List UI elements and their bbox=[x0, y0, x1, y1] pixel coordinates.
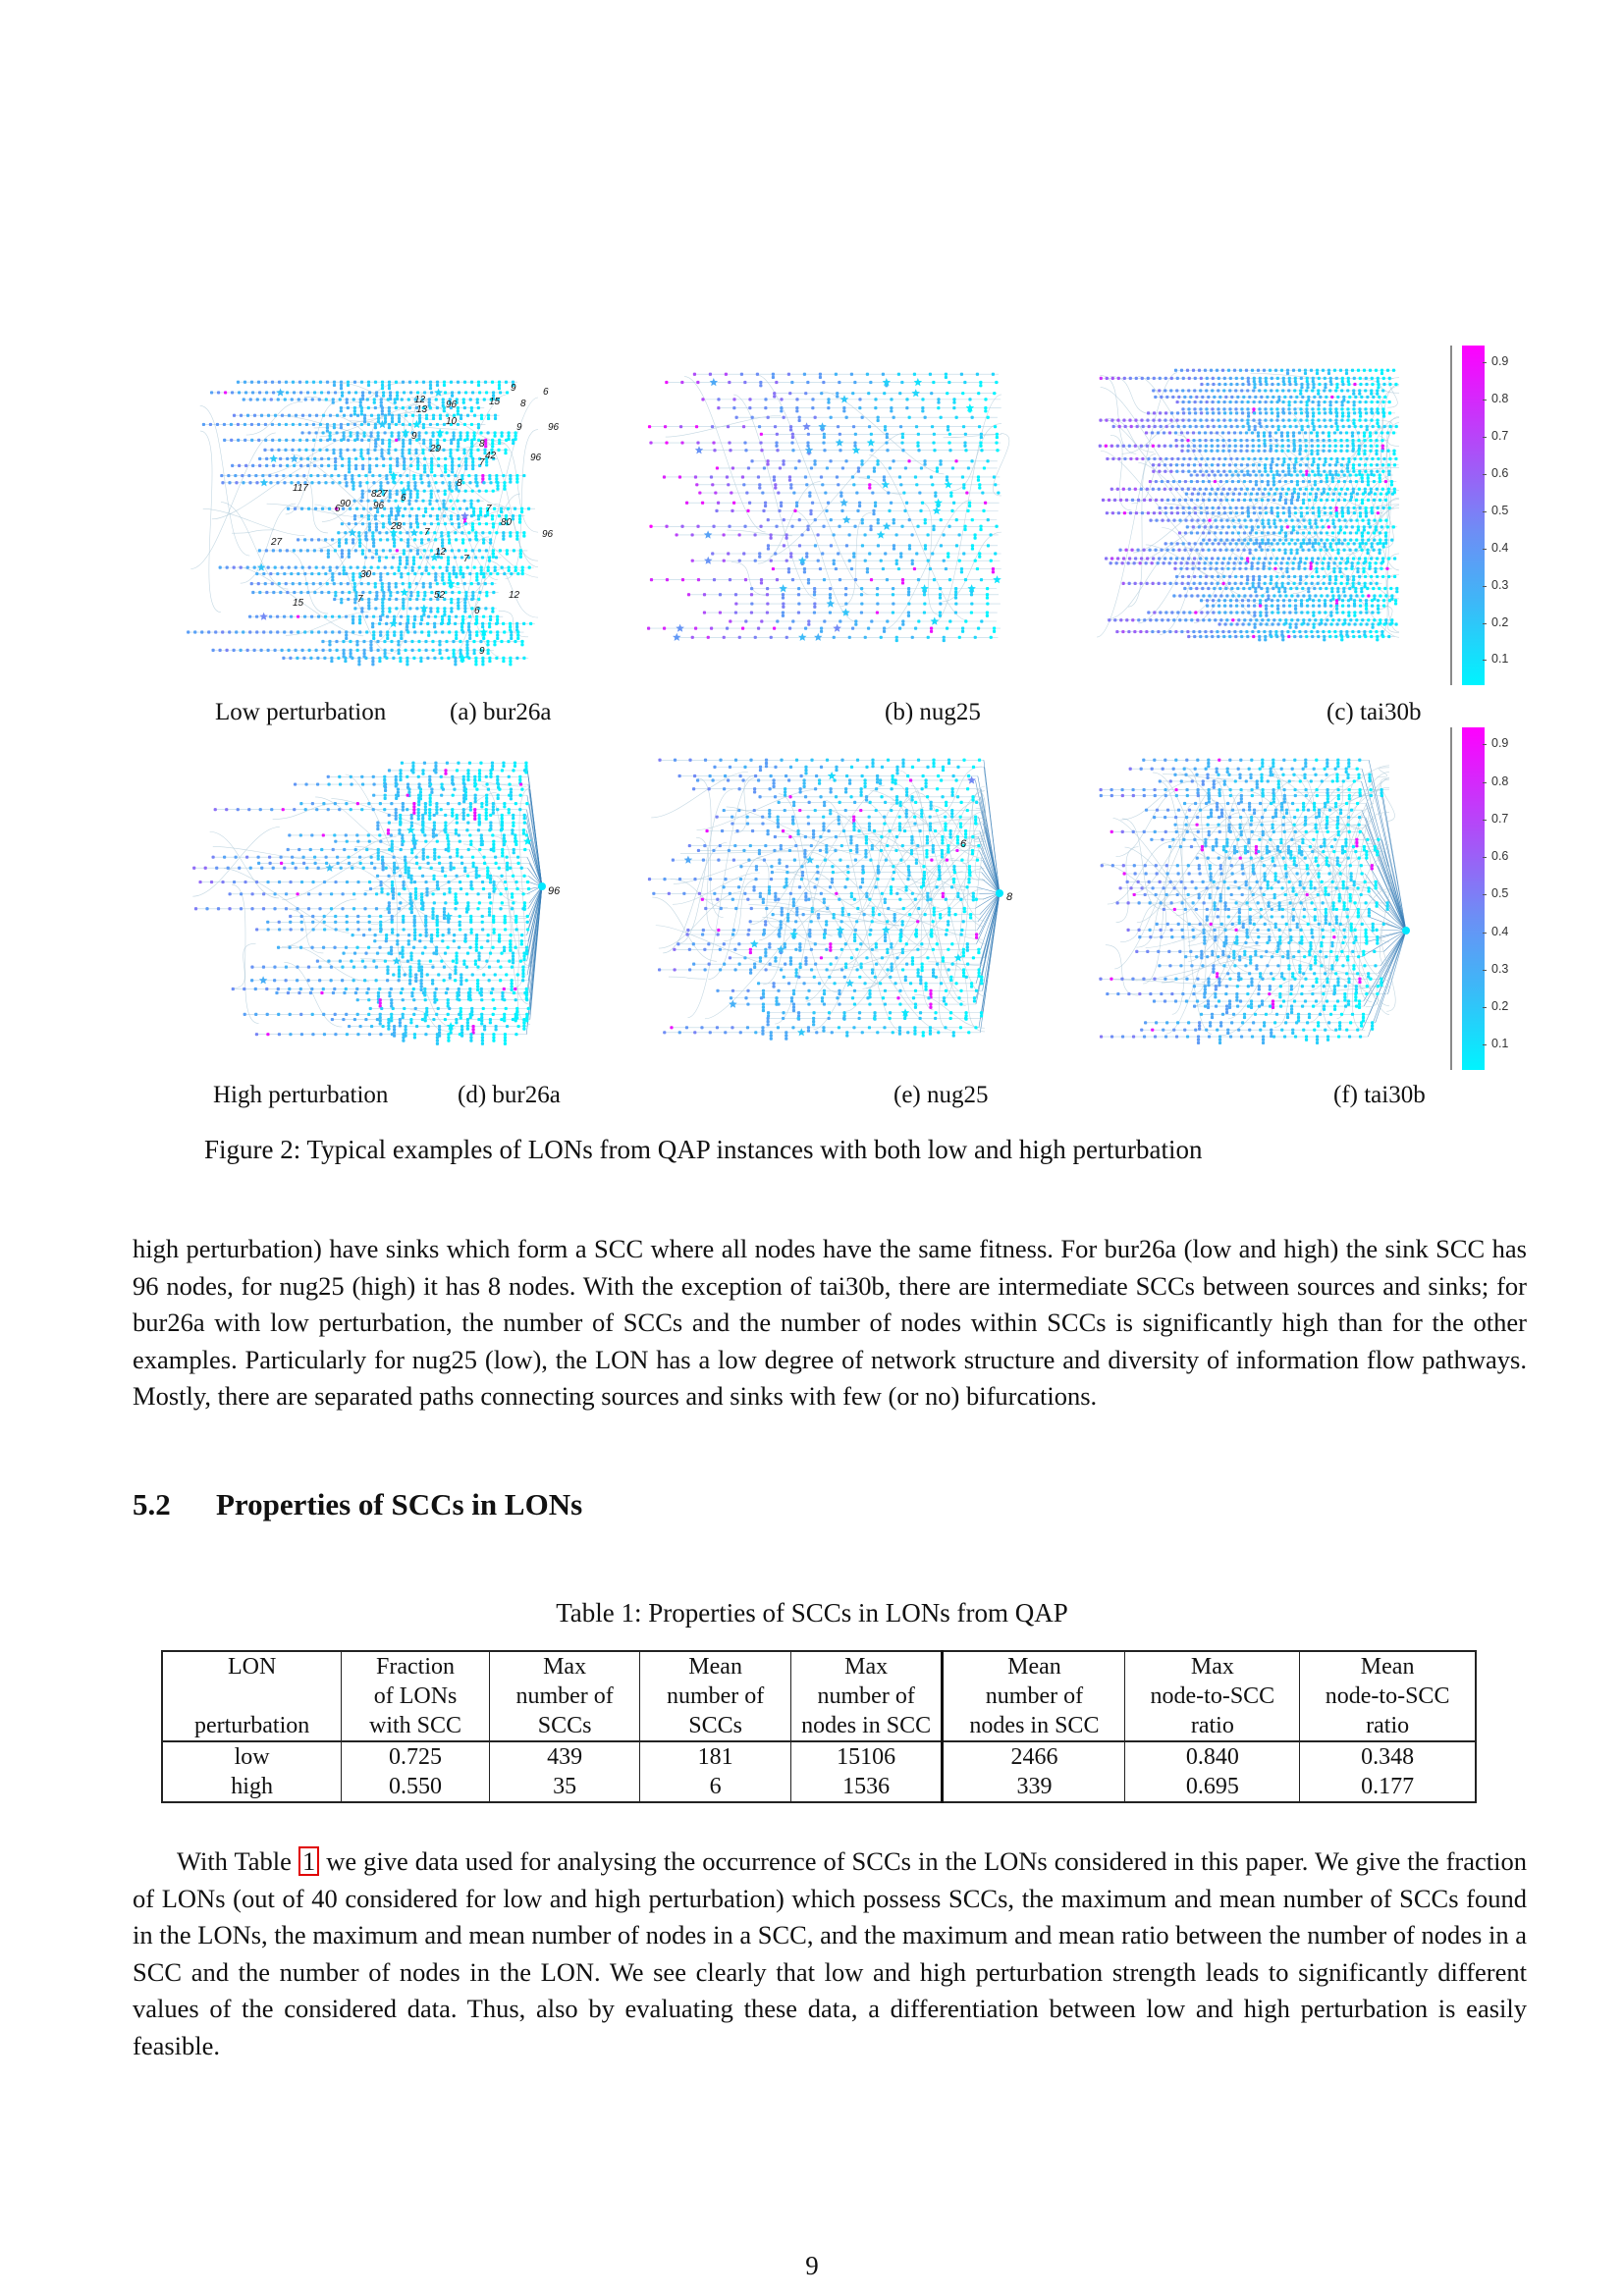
lon-panel-c-tai30b-low bbox=[1075, 344, 1448, 677]
table-cell: 0.348 bbox=[1300, 1741, 1476, 1772]
colorbar-tick-label: 0.1 bbox=[1491, 1037, 1509, 1051]
scc-size-label: 7 bbox=[357, 594, 363, 605]
colorbar-tick-label: 0.4 bbox=[1491, 924, 1509, 938]
nodes bbox=[1099, 369, 1399, 642]
table-row bbox=[162, 1741, 1476, 1772]
colorbar-low bbox=[1450, 346, 1529, 685]
lon-panel-e-nug25-high bbox=[628, 746, 1070, 1070]
colorbar-gradient bbox=[1462, 727, 1485, 1070]
network-graph-e bbox=[628, 746, 1070, 1070]
nodes bbox=[187, 381, 532, 667]
scc-size-label: 96 bbox=[530, 453, 542, 463]
scc-size-label: 6 bbox=[543, 387, 549, 398]
scc-size-label: 8 bbox=[479, 439, 485, 450]
lon-panel-b-nug25-low bbox=[628, 344, 1070, 677]
scc-size-label: 7 bbox=[463, 554, 469, 564]
scc-size-label: 90 bbox=[340, 499, 352, 509]
colorbar-gradient bbox=[1462, 346, 1485, 685]
table-cell: low bbox=[162, 1741, 342, 1772]
paragraph-text: we give data used for analysing the occurrence of SCCs in the LONs considered in this paper. We give the fraction of LONs (out of 40 considered for low and high perturbation) which possess SCCs, the maximum and mean number of SCCs found in the LONs, the maximum and mean number of nodes in a SCC, and the maximum and mean ratio between the number of nodes in a SCC and the number of nodes in the LON. We see clearly that low and high perturbation strength leads to significantly different values of the considered data. Thus, also by evaluating these data, a differentiation between low and high perturbation is easily feasible. bbox=[133, 1846, 1528, 2060]
paragraph-text: high perturbation) have sinks which form a SCC where all nodes have the same fitness. For bur26a (low and high) the sink SCC has 96 nodes, for nug25 (high) it has 8 nodes. With the exception of tai30b, there are intermediate SCCs between sources and sinks; for bur26a with low perturbation, the number of SCCs and the number of nodes within SCCs is significantly high than for the other examples. Particularly for nug25 (low), the LON has a low degree of network structure and diversity of information flow pathways. Mostly, there are separated paths connecting sources and sinks with few (or no) bifurcations. bbox=[133, 1234, 1527, 1412]
paragraph-figure-discussion bbox=[133, 1231, 1527, 1415]
table-header-cell: Max number of nodes in SCC bbox=[790, 1651, 943, 1741]
network-graph-c bbox=[1075, 344, 1448, 677]
colorbar-tick-label: 0.7 bbox=[1491, 811, 1509, 826]
table-header-cell: Mean number of nodes in SCC bbox=[943, 1651, 1125, 1741]
scc-size-label: 6 bbox=[335, 504, 341, 514]
scc-size-label: 9 bbox=[516, 422, 522, 433]
table-header-cell: LON perturbation bbox=[162, 1651, 342, 1741]
table-header-cell: Mean node-to-SCC ratio bbox=[1300, 1651, 1476, 1741]
colorbar-tick-label: 0.2 bbox=[1491, 998, 1509, 1013]
colorbar-tick-label: 0.5 bbox=[1491, 886, 1509, 901]
paragraph-text: With Table bbox=[177, 1846, 298, 1876]
scc-size-label: 6 bbox=[960, 838, 967, 850]
scc-size-label: 29 bbox=[430, 444, 442, 454]
scc-size-label: 827 bbox=[371, 489, 388, 500]
caption-f: (f) tai30b bbox=[1333, 1082, 1426, 1108]
colorbar-tick-label: 0.2 bbox=[1491, 614, 1509, 629]
table-cell: high bbox=[162, 1772, 342, 1802]
colorbar-frame-line bbox=[1450, 346, 1452, 685]
table-caption: Table 1: Properties of SCCs in LONs from QAP bbox=[556, 1598, 1068, 1628]
colorbar-tick-label: 0.3 bbox=[1491, 961, 1509, 976]
scc-size-label: 8 bbox=[520, 399, 526, 409]
scc-properties-table bbox=[161, 1650, 1477, 1803]
table-cell: 0.840 bbox=[1125, 1741, 1300, 1772]
scc-size-label: 96 bbox=[446, 400, 458, 410]
lon-panel-d-bur26a-high bbox=[177, 746, 623, 1070]
figure-caption: Figure 2: Typical examples of LONs from QAP instances with both low and high perturbation bbox=[204, 1135, 1203, 1164]
table-header-cell: Fraction of LONs with SCC bbox=[342, 1651, 490, 1741]
table-cell: 439 bbox=[489, 1741, 640, 1772]
scc-size-label: 7 bbox=[486, 504, 492, 514]
table-header-cell: Mean number of SCCs bbox=[640, 1651, 791, 1741]
colorbar-tick-label: 0.7 bbox=[1491, 429, 1509, 444]
scc-size-label: 42 bbox=[485, 451, 497, 461]
network-graph-f bbox=[1075, 736, 1448, 1070]
table-cell: 15106 bbox=[790, 1741, 943, 1772]
scc-size-label: 10 bbox=[446, 416, 458, 427]
scc-size-label: 12 bbox=[509, 590, 520, 601]
lon-panel-a-bur26a-low bbox=[177, 334, 623, 667]
table-cell: 339 bbox=[943, 1772, 1125, 1802]
table-cell: 0.695 bbox=[1125, 1772, 1300, 1802]
scc-size-label: 6 bbox=[401, 493, 406, 504]
scc-size-label: 13 bbox=[416, 404, 428, 415]
network-graph-b bbox=[628, 344, 1070, 677]
colorbar-tick-label: 0.1 bbox=[1491, 652, 1509, 667]
colorbar-tick-label: 0.3 bbox=[1491, 577, 1509, 592]
scc-size-label: 8 bbox=[457, 478, 462, 489]
network-graph-d bbox=[177, 746, 623, 1070]
scc-size-label: 96 bbox=[542, 529, 554, 540]
colorbar-tick-label: 0.6 bbox=[1491, 465, 1509, 480]
edges bbox=[1101, 760, 1406, 1037]
table-cell: 0.177 bbox=[1300, 1772, 1476, 1802]
colorbar-tick-label: 0.6 bbox=[1491, 849, 1509, 864]
caption-c: (c) tai30b bbox=[1326, 699, 1422, 725]
scc-size-label: 15 bbox=[293, 598, 304, 609]
scc-size-label: 6 bbox=[474, 606, 480, 616]
scc-size-label: 12 bbox=[414, 395, 426, 405]
caption-d: (d) bur26a bbox=[458, 1082, 561, 1108]
colorbar-frame-line bbox=[1450, 727, 1452, 1070]
scc-size-label: 96 bbox=[373, 501, 385, 511]
caption-e: (e) nug25 bbox=[893, 1082, 989, 1108]
colorbar-tick-label: 0.4 bbox=[1491, 540, 1509, 555]
scc-size-label: 28 bbox=[391, 521, 403, 532]
scc-size-label: 27 bbox=[271, 537, 283, 548]
scc-size-label: 30 bbox=[360, 569, 372, 580]
colorbar-tick-label: 0.8 bbox=[1491, 392, 1509, 406]
scc-size-label: 9 bbox=[411, 431, 417, 442]
table-cell: 1536 bbox=[790, 1772, 943, 1802]
colorbar-tick-label: 0.9 bbox=[1491, 354, 1509, 369]
scc-size-label: 7 bbox=[424, 527, 430, 538]
scc-size-label: 96 bbox=[548, 422, 560, 433]
scc-size-label: 80 bbox=[501, 517, 513, 528]
scc-size-label: 7 bbox=[479, 457, 485, 468]
colorbar-tick-label: 0.8 bbox=[1491, 774, 1509, 788]
table-row bbox=[162, 1772, 1476, 1802]
scc-size-label: 9 bbox=[479, 646, 485, 657]
table-ref-link[interactable]: 1 bbox=[298, 1846, 319, 1876]
row-label-high: High perturbation bbox=[213, 1082, 389, 1108]
scc-size-label: 8 bbox=[1006, 891, 1013, 903]
scc-size-label: 15 bbox=[489, 397, 501, 407]
lon-panel-f-tai30b-high bbox=[1075, 736, 1448, 1070]
table-cell: 6 bbox=[640, 1772, 791, 1802]
section-heading bbox=[133, 1487, 582, 1522]
scc-size-label: 117 bbox=[293, 483, 308, 494]
row-label-low: Low perturbation bbox=[215, 699, 387, 725]
table-cell: 2466 bbox=[943, 1741, 1125, 1772]
scc-size-label: 96 bbox=[548, 885, 561, 897]
section-title: Properties of SCCs in LONs bbox=[216, 1487, 583, 1522]
colorbar-tick-label: 0.5 bbox=[1491, 503, 1509, 517]
table-cell: 0.550 bbox=[342, 1772, 490, 1802]
section-number: 5.2 bbox=[133, 1487, 171, 1522]
table-body bbox=[162, 1741, 1476, 1802]
scc-size-label: 9 bbox=[511, 383, 516, 394]
caption-b: (b) nug25 bbox=[885, 699, 981, 725]
caption-a: (a) bur26a bbox=[450, 699, 552, 725]
colorbar-high bbox=[1450, 727, 1529, 1070]
network-graph-a bbox=[177, 334, 623, 667]
table-cell: 181 bbox=[640, 1741, 791, 1772]
scc-size-label: 12 bbox=[435, 547, 447, 558]
scc-size-label: 52 bbox=[434, 590, 446, 601]
table-cell: 0.725 bbox=[342, 1741, 490, 1772]
table-header-cell: Max node-to-SCC ratio bbox=[1125, 1651, 1300, 1741]
table-cell: 35 bbox=[489, 1772, 640, 1802]
table-header-row bbox=[162, 1651, 1476, 1741]
table-header-cell: Max number of SCCs bbox=[489, 1651, 640, 1741]
page-number: 9 bbox=[805, 2251, 819, 2280]
paragraph-table-discussion bbox=[133, 1843, 1527, 2065]
nodes bbox=[647, 373, 1001, 642]
colorbar-tick-label: 0.9 bbox=[1491, 736, 1509, 751]
